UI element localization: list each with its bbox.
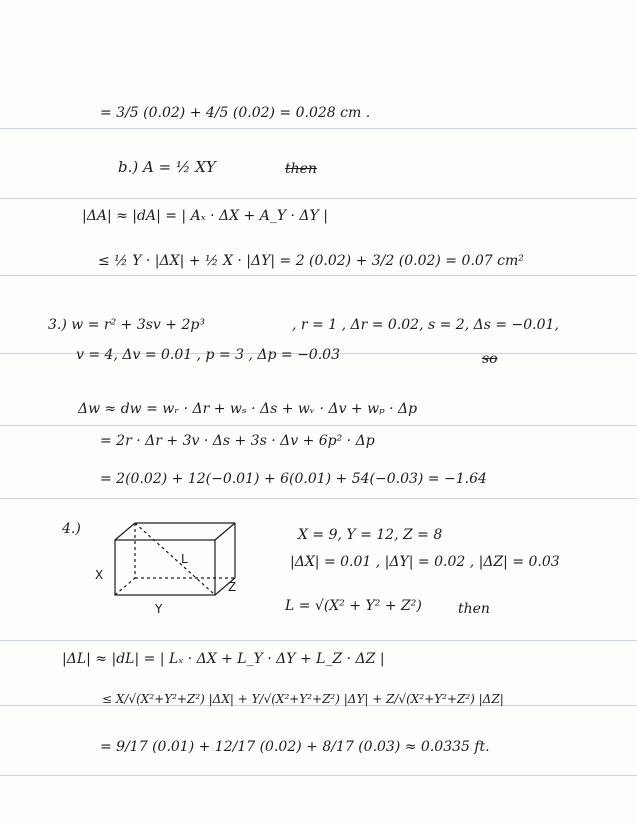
- box-edge: [215, 523, 235, 540]
- box-diagram-svg: [95, 518, 265, 618]
- equation-dw-partials: = 2r · Δr + 3v · Δs + 3s · Δv + 6p² · Δp: [100, 433, 375, 449]
- part-b-heading: b.) A = ½ XY: [118, 158, 216, 176]
- ruled-line: [0, 425, 637, 426]
- ruled-line: [0, 275, 637, 276]
- diagram-l-label: L: [181, 552, 188, 566]
- ruled-line: [0, 498, 637, 499]
- equation-dL-result: = 9/17 (0.01) + 12/17 (0.02) + 8/17 (0.03) ≈ 0.0335 ft.: [100, 739, 490, 755]
- equation-line-1: = 3/5 (0.02) + 4/5 (0.02) = 0.028 cm .: [100, 105, 371, 121]
- equation-dA: |ΔA| ≈ |dA| = | Aₓ · ΔX + A_Y · ΔY |: [82, 208, 328, 224]
- problem-3-values-1: , r = 1 , Δr = 0.02, s = 2, Δs = −0.01,: [292, 317, 559, 333]
- box-diagonal: [135, 523, 215, 595]
- problem-4-deltas: |ΔX| = 0.01 , |ΔY| = 0.02 , |ΔZ| = 0.03: [290, 554, 560, 570]
- problem-4-values: X = 9, Y = 12, Z = 8: [298, 527, 443, 543]
- ruled-line: [0, 775, 637, 776]
- equation-dL-bound: ≤ X/√(X²+Y²+Z²) |ΔX| + Y/√(X²+Y²+Z²) |ΔY| + Z/√(X²+Y²+Z²) |ΔZ|: [102, 692, 504, 706]
- problem-4-heading: 4.): [62, 521, 81, 537]
- equation-dw-result: = 2(0.02) + 12(−0.01) + 6(0.01) + 54(−0.03) = −1.64: [100, 471, 487, 487]
- equation-dA-bound: ≤ ½ Y · |ΔX| + ½ X · |ΔY| = 2 (0.02) + 3/2 (0.02) = 0.07 cm²: [98, 253, 524, 269]
- problem-3-function: 3.) w = r² + 3sv + 2p³: [48, 317, 205, 333]
- problem-3-values-2: v = 4, Δv = 0.01 , p = 3 , Δp = −0.03: [76, 347, 340, 363]
- diagram-z-label: Z: [228, 580, 237, 594]
- box-front-face: [115, 540, 215, 595]
- diagram-x-label: X: [95, 568, 104, 582]
- box-diagram: [95, 518, 265, 618]
- diagonal-length-formula: L = √(X² + Y² + Z²): [285, 598, 422, 614]
- then-word: then: [458, 601, 490, 617]
- box-edge: [115, 523, 135, 540]
- ruled-line: [0, 128, 637, 129]
- struck-then: then: [285, 161, 317, 177]
- struck-so: so: [482, 351, 498, 367]
- equation-dL: |ΔL| ≈ |dL| = | Lₓ · ΔX + L_Y · ΔY + L_Z · ΔZ |: [62, 651, 385, 667]
- ruled-line: [0, 198, 637, 199]
- ruled-line: [0, 640, 637, 641]
- diagram-y-label: Y: [155, 602, 163, 616]
- equation-dw: Δw ≈ dw = wᵣ · Δr + wₛ · Δs + wᵥ · Δv + wₚ · Δp: [78, 401, 418, 417]
- box-hidden-edge: [115, 578, 135, 595]
